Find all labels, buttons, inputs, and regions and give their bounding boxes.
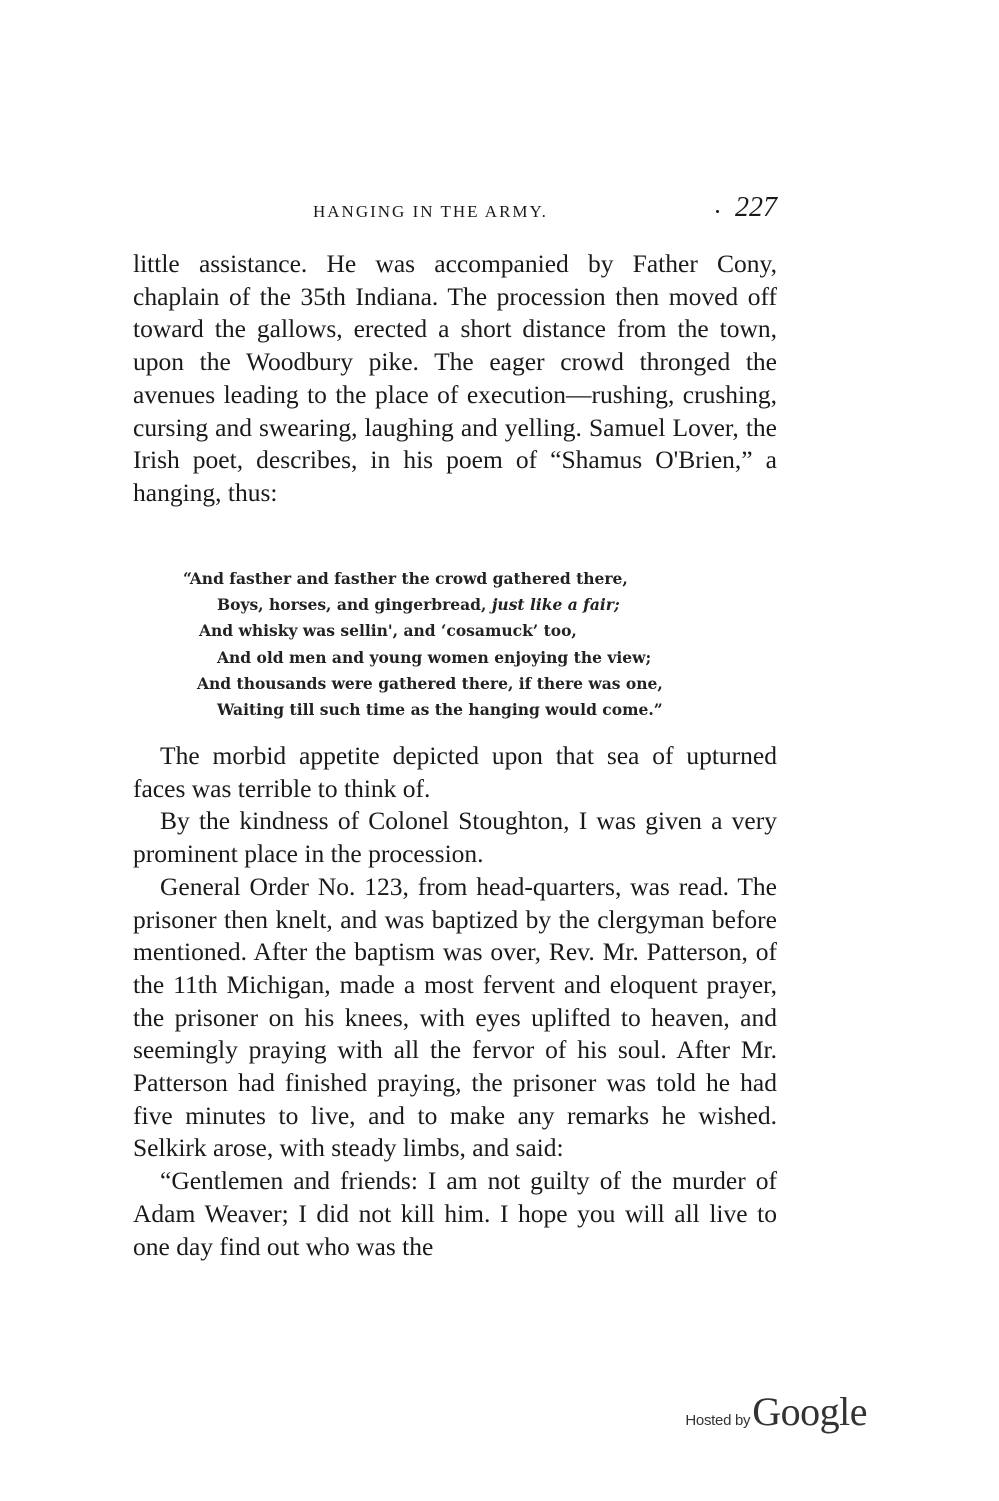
- running-title: HANGING IN THE ARMY.: [313, 202, 548, 221]
- poem-line-text: Boys, horses, and gingerbread,: [217, 595, 487, 615]
- poem-line: And whisky was sellin', and ‘cosamuck’ too,: [199, 621, 577, 641]
- page-number: 227: [735, 192, 777, 223]
- printer-dot: [716, 210, 719, 213]
- paragraph: little assistance. He was accompanied by Father Cony, chaplain of the 35th Indiana. The procession then moved off toward the gallows, erected a short distance from the town, upon the Woodbury pike. The eager crowd thronged the avenues leading to the place of execution—rushing, crushing, cursing and swearing, laughing and yelling. Samuel Lover, the Irish poet, describes, in his poem of “Shamus O'Brien,” a hanging, thus:: [133, 249, 777, 507]
- paragraph: By the kindness of Colonel Stoughton, I was given a very prominent place in the procession.: [133, 806, 777, 869]
- paragraph: The morbid appetite depicted upon that sea of upturned faces was terrible to think of.: [133, 741, 777, 803]
- google-wordmark: Google: [752, 1389, 867, 1434]
- paragraph-block-1: [133, 248, 777, 510]
- poem-line: And old men and young women enjoying the view;: [217, 647, 652, 667]
- paragraph-block-2: [133, 740, 777, 1263]
- hosted-by-label: Hosted by: [685, 1412, 751, 1429]
- paragraph: General Order No. 123, from head-quarters, was read. The prisoner then knelt, and was baptized by the clergyman before mentioned. After the baptism was over, Rev. Mr. Patterson, of the 11th Michigan, made a most fervent and eloquent prayer, the prisoner on his knees, with eyes uplifted to heaven, and seemingly praying with all the fervor of his soul. After Mr. Patterson had finished praying, the prisoner was told he had five minutes to live, and to make any remarks he wished. Selkirk arose, with steady limbs, and said:: [133, 871, 777, 1163]
- running-head: [133, 192, 777, 232]
- poem-quotation: [183, 566, 743, 723]
- poem-line: “And fasther and fasther the crowd gathered there,: [183, 569, 628, 588]
- poem-line: Waiting till such time as the hanging would come.”: [217, 700, 663, 720]
- hosted-by-google-watermark: [685, 1388, 867, 1438]
- poem-line: And thousands were gathered there, if there was one,: [197, 673, 663, 693]
- paragraph: “Gentlemen and friends: I am not guilty of the murder of Adam Weaver; I did not kill him. I hope you will all live to one day find out who was the: [133, 1166, 777, 1261]
- poem-line: [183, 592, 743, 618]
- poem-italic-phrase: just like a fair;: [491, 595, 620, 615]
